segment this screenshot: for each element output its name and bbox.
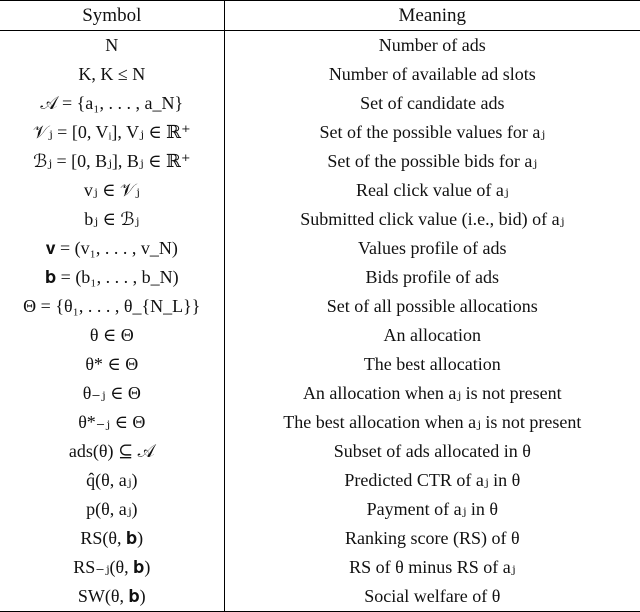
meaning-cell: Values profile of ads	[358, 238, 507, 259]
symbol-cell: p(θ, aⱼ)	[0, 495, 224, 524]
table-row	[0, 292, 640, 321]
symbol-cell: q̂(θ, aⱼ)	[0, 466, 224, 495]
meaning-cell: Number of ads	[378, 35, 486, 56]
table-row	[0, 30, 640, 60]
table-row	[0, 350, 640, 379]
meaning-cell: Subset of ads allocated in θ	[333, 441, 531, 462]
meaning-cell: Real click value of aⱼ	[355, 180, 509, 201]
symbol-cell: 𝒱ⱼ = [0, Vᵢ], Vⱼ ∈ ℝ⁺	[0, 118, 224, 147]
symbol-cell: vⱼ ∈ 𝒱ⱼ	[0, 176, 224, 205]
symbol-cell: RS(θ, 𝐛)	[0, 524, 224, 553]
meaning-cell: The best allocation when aⱼ is not present	[283, 412, 582, 433]
meaning-cell: Ranking score (RS) of θ	[344, 528, 520, 549]
meaning-cell: Social welfare of θ	[224, 582, 640, 612]
meaning-cell: Submitted click value (i.e., bid) of aⱼ	[300, 209, 565, 230]
symbol-cell: SW(θ, 𝐛)	[0, 582, 224, 612]
meaning-cell: Set of candidate ads	[360, 93, 505, 114]
symbol-cell: 𝒜 = {a₁, . . . , a_N}	[0, 89, 224, 118]
table-body	[0, 30, 640, 611]
table-row	[0, 147, 640, 176]
table-row	[0, 89, 640, 118]
table-row	[0, 263, 640, 292]
header-symbol: Symbol	[0, 1, 224, 31]
table-row	[0, 408, 640, 437]
meaning-cell: Set of all possible allocations	[326, 296, 538, 317]
symbol-cell: 𝐯 = (v₁, . . . , v_N)	[0, 234, 224, 263]
meaning-cell: An allocation when aⱼ is not present	[302, 383, 562, 404]
meaning-cell: An allocation	[383, 325, 482, 346]
symbol-cell: θ ∈ Θ	[0, 321, 224, 350]
table-row	[0, 118, 640, 147]
meaning-cell: Number of available ad slots	[328, 64, 536, 85]
symbol-cell: K, K ≤ N	[0, 60, 224, 89]
symbol-cell: N	[0, 30, 224, 60]
table-row	[0, 553, 640, 582]
meaning-cell: Set of the possible bids for aⱼ	[327, 151, 538, 172]
symbol-cell: θ₋ⱼ ∈ Θ	[0, 379, 224, 408]
symbol-cell: θ*₋ⱼ ∈ Θ	[0, 408, 224, 437]
symbol-cell: RS₋ⱼ(θ, 𝐛)	[0, 553, 224, 582]
table-row	[0, 234, 640, 263]
table-row	[0, 437, 640, 466]
symbol-cell: 𝐛 = (b₁, . . . , b_N)	[0, 263, 224, 292]
meaning-cell: RS of θ minus RS of aⱼ	[349, 557, 516, 578]
symbol-cell: ℬⱼ = [0, Bⱼ], Bⱼ ∈ ℝ⁺	[0, 147, 224, 176]
meaning-cell: Bids profile of ads	[365, 267, 500, 288]
symbol-cell: ads(θ) ⊆ 𝒜	[0, 437, 224, 466]
header-meaning: Meaning	[224, 1, 640, 31]
symbol-cell: Θ = {θ₁, . . . , θ_{N_L}}	[0, 292, 224, 321]
table-row	[0, 176, 640, 205]
meaning-cell: Payment of aⱼ in θ	[366, 499, 498, 520]
table-row	[0, 60, 640, 89]
symbol-cell: bⱼ ∈ ℬⱼ	[0, 205, 224, 234]
symbol-cell: θ* ∈ Θ	[0, 350, 224, 379]
header-row	[0, 1, 640, 31]
table-row	[0, 321, 640, 350]
table-row	[0, 379, 640, 408]
table-row	[0, 466, 640, 495]
meaning-cell: Predicted CTR of aⱼ in θ	[344, 470, 521, 491]
meaning-cell: The best allocation	[363, 354, 501, 375]
table-row	[0, 582, 640, 612]
meaning-cell: Set of the possible values for aⱼ	[319, 122, 546, 143]
table-row	[0, 524, 640, 553]
table-row	[0, 205, 640, 234]
table-row	[0, 495, 640, 524]
